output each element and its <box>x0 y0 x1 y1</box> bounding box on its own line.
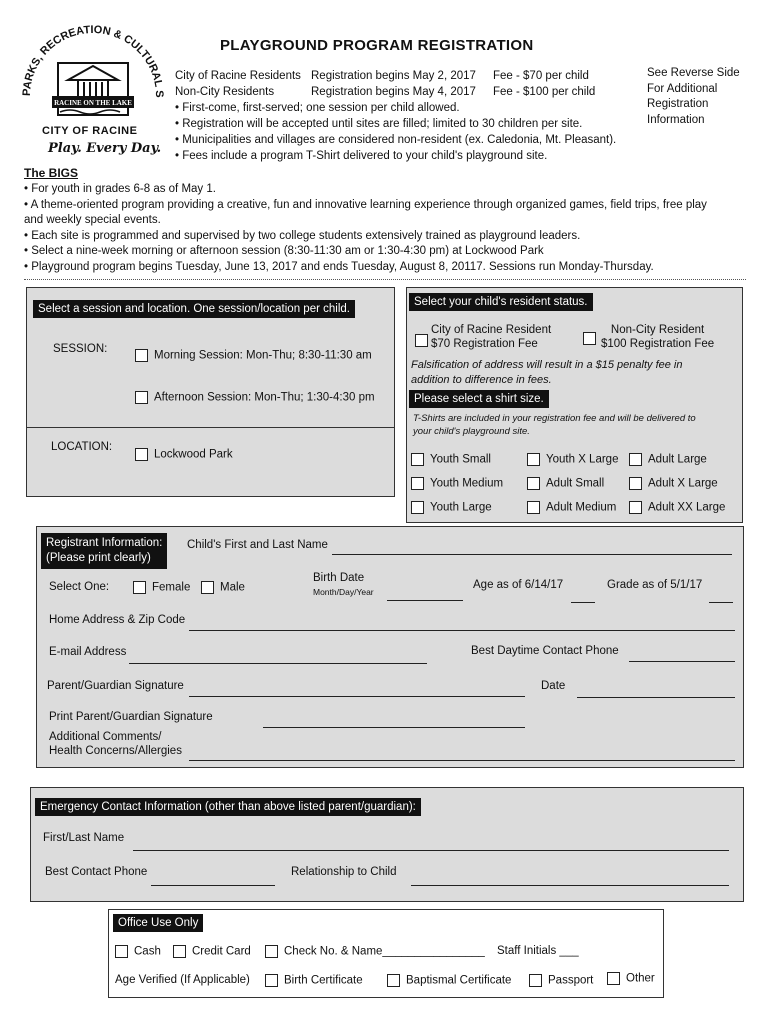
page-title: PLAYGROUND PROGRAM REGISTRATION <box>220 37 534 54</box>
checkbox[interactable] <box>629 477 642 490</box>
staff-initials[interactable]: Staff Initials ___ <box>497 945 579 957</box>
male-checkbox[interactable] <box>201 581 214 594</box>
noncity-resident-label: Non-City Resident $100 Registration Fee <box>601 324 715 350</box>
select-one-label: Select One: <box>49 581 110 593</box>
size-youth-medium[interactable]: Youth Medium <box>411 477 503 490</box>
fee-bullet: • First-come, first-served; one session per child allowed. <box>175 102 460 114</box>
grade-field[interactable] <box>709 602 733 603</box>
session-label: SESSION: <box>53 343 108 355</box>
cash-checkbox[interactable] <box>115 945 128 958</box>
birth-date-label: Birth Date <box>313 572 365 584</box>
location-option[interactable]: Lockwood Park <box>135 448 233 461</box>
resident-box <box>406 287 743 523</box>
emergency-name-field[interactable] <box>133 850 729 851</box>
comments-field[interactable] <box>189 760 735 761</box>
baptismal-option[interactable]: Baptismal Certificate <box>387 974 511 987</box>
female-option[interactable]: Female <box>133 581 190 594</box>
emergency-box <box>30 787 744 902</box>
size-adult-xl[interactable]: Adult X Large <box>629 477 718 490</box>
morning-option[interactable]: Morning Session: Mon-Thu; 8:30-11:30 am <box>135 349 372 362</box>
age-verified-label: Age Verified (If Applicable) <box>115 974 250 986</box>
office-use-box <box>108 909 664 998</box>
other-checkbox[interactable] <box>607 972 620 985</box>
location-label: LOCATION: <box>51 441 113 453</box>
session-box-header: Select a session and location. One session/location per child. <box>33 300 355 318</box>
city-resident-checkbox[interactable] <box>415 334 428 347</box>
date-field[interactable] <box>577 697 735 698</box>
checkbox[interactable] <box>411 453 424 466</box>
comments-label: Additional Comments/ Health Concerns/Allergies <box>49 731 182 757</box>
child-name-label: Child's First and Last Name <box>187 539 328 551</box>
emergency-name-label: First/Last Name <box>43 832 125 844</box>
checkbox[interactable] <box>527 501 540 514</box>
size-adult-medium[interactable]: Adult Medium <box>527 501 616 514</box>
passport-option[interactable]: Passport <box>529 974 593 987</box>
signature-field[interactable] <box>189 696 525 697</box>
city-name: CITY OF RACINE <box>42 125 138 137</box>
birth-date-format: Month/Day/Year <box>313 587 374 597</box>
reverse-note: See Reverse Side For Additional Registration Information <box>647 67 740 126</box>
city-logo <box>18 18 168 160</box>
registrant-header: Registrant Information: (Please print clearly) <box>41 533 167 569</box>
check-option[interactable]: Check No. & Name________________ <box>265 945 485 958</box>
bigs-description: • For youth in grades 6-8 as of May 1. • A theme-oriented program providing a creative, fun and innovative learning experience through organized games, field trips, free play and weekly special events. • Each site is programmed and supervised by two college students extensively trained as playground leaders. • Select a nine-week morning or afternoon session (8:30-11:30 am or 1:30-4:30 pm) at Lockwood Park • Playground program begins Tuesday, June 13, 2017 and ends Tuesday, August 8, 20117. Sessions run Monday-Thursday. <box>24 183 707 273</box>
office-header: Office Use Only <box>113 914 203 932</box>
child-name-field[interactable] <box>332 554 732 555</box>
lockwood-checkbox[interactable] <box>135 448 148 461</box>
age-label: Age as of 6/14/17 <box>473 579 564 591</box>
address-field[interactable] <box>189 630 735 631</box>
female-checkbox[interactable] <box>133 581 146 594</box>
check-checkbox[interactable] <box>265 945 278 958</box>
other-option[interactable]: Other <box>607 972 655 985</box>
credit-checkbox[interactable] <box>173 945 186 958</box>
size-adult-large[interactable]: Adult Large <box>629 453 707 466</box>
emergency-phone-label: Best Contact Phone <box>45 866 148 878</box>
emergency-phone-field[interactable] <box>151 885 275 886</box>
relationship-field[interactable] <box>411 885 729 886</box>
email-label: E-mail Address <box>49 646 127 658</box>
checkbox[interactable] <box>411 477 424 490</box>
fee-bullets <box>175 100 645 164</box>
afternoon-option[interactable]: Afternoon Session: Mon-Thu; 1:30-4:30 pm <box>135 391 375 404</box>
resident-header: Select your child's resident status. <box>409 293 593 311</box>
signature-label: Parent/Guardian Signature <box>47 680 184 692</box>
size-youth-small[interactable]: Youth Small <box>411 453 491 466</box>
fee-bullet: • Fees include a program T-Shirt delivered to your child's playground site. <box>175 150 548 162</box>
birth-cert-checkbox[interactable] <box>265 974 278 987</box>
birth-cert-option[interactable]: Birth Certificate <box>265 974 363 987</box>
fee-bullet: • Registration will be accepted until sites are filled; limited to 30 children per site. <box>175 118 583 130</box>
noncity-resident-checkbox[interactable] <box>583 332 596 345</box>
session-divider <box>27 427 394 428</box>
checkbox[interactable] <box>629 453 642 466</box>
print-signature-field[interactable] <box>263 727 525 728</box>
print-signature-label: Print Parent/Guardian Signature <box>49 711 213 723</box>
phone-field[interactable] <box>629 661 735 662</box>
tagline: Play. Every Day. <box>48 141 162 156</box>
shirt-header: Please select a shirt size. <box>409 390 549 408</box>
bigs-heading: The BIGS <box>24 166 79 180</box>
size-youth-xl[interactable]: Youth X Large <box>527 453 618 466</box>
logo-arc-text: PARKS, RECREATION & CULTURAL S <box>20 23 166 98</box>
phone-label: Best Daytime Contact Phone <box>471 645 619 657</box>
male-option[interactable]: Male <box>201 581 245 594</box>
size-youth-large[interactable]: Youth Large <box>411 501 492 514</box>
falsification-warning: Falsification of address will result in a $15 penalty fee in addition to difference in fees. <box>411 359 683 386</box>
email-field[interactable] <box>129 663 427 664</box>
registrant-box <box>36 526 744 768</box>
afternoon-checkbox[interactable] <box>135 391 148 404</box>
morning-checkbox[interactable] <box>135 349 148 362</box>
size-adult-xxl[interactable]: Adult XX Large <box>629 501 725 514</box>
checkbox[interactable] <box>527 477 540 490</box>
cash-option[interactable]: Cash <box>115 945 161 958</box>
address-label: Home Address & Zip Code <box>49 614 186 626</box>
credit-option[interactable]: Credit Card <box>173 945 251 958</box>
session-box <box>26 287 395 497</box>
baptismal-checkbox[interactable] <box>387 974 400 987</box>
age-field[interactable] <box>571 602 595 603</box>
checkbox[interactable] <box>629 501 642 514</box>
passport-checkbox[interactable] <box>529 974 542 987</box>
city-resident-label: City of Racine Resident $70 Registration Fee <box>431 324 552 350</box>
checkbox[interactable] <box>411 501 424 514</box>
fee-bullet: • Municipalities and villages are considered non-resident (ex. Caledonia, Mt. Pleasant). <box>175 134 617 146</box>
checkbox[interactable] <box>527 453 540 466</box>
emergency-header: Emergency Contact Information (other than above listed parent/guardian): <box>35 798 421 816</box>
size-adult-small[interactable]: Adult Small <box>527 477 604 490</box>
shirt-note: T-Shirts are included in your registration fee and will be delivered to your child's playground site. <box>413 413 696 437</box>
divider <box>24 279 746 280</box>
relationship-label: Relationship to Child <box>291 866 397 878</box>
date-label: Date <box>541 680 566 692</box>
birth-date-field[interactable] <box>387 600 463 601</box>
grade-label: Grade as of 5/1/17 <box>607 579 703 591</box>
logo-banner: RACINE ON THE LAKE <box>54 99 132 107</box>
